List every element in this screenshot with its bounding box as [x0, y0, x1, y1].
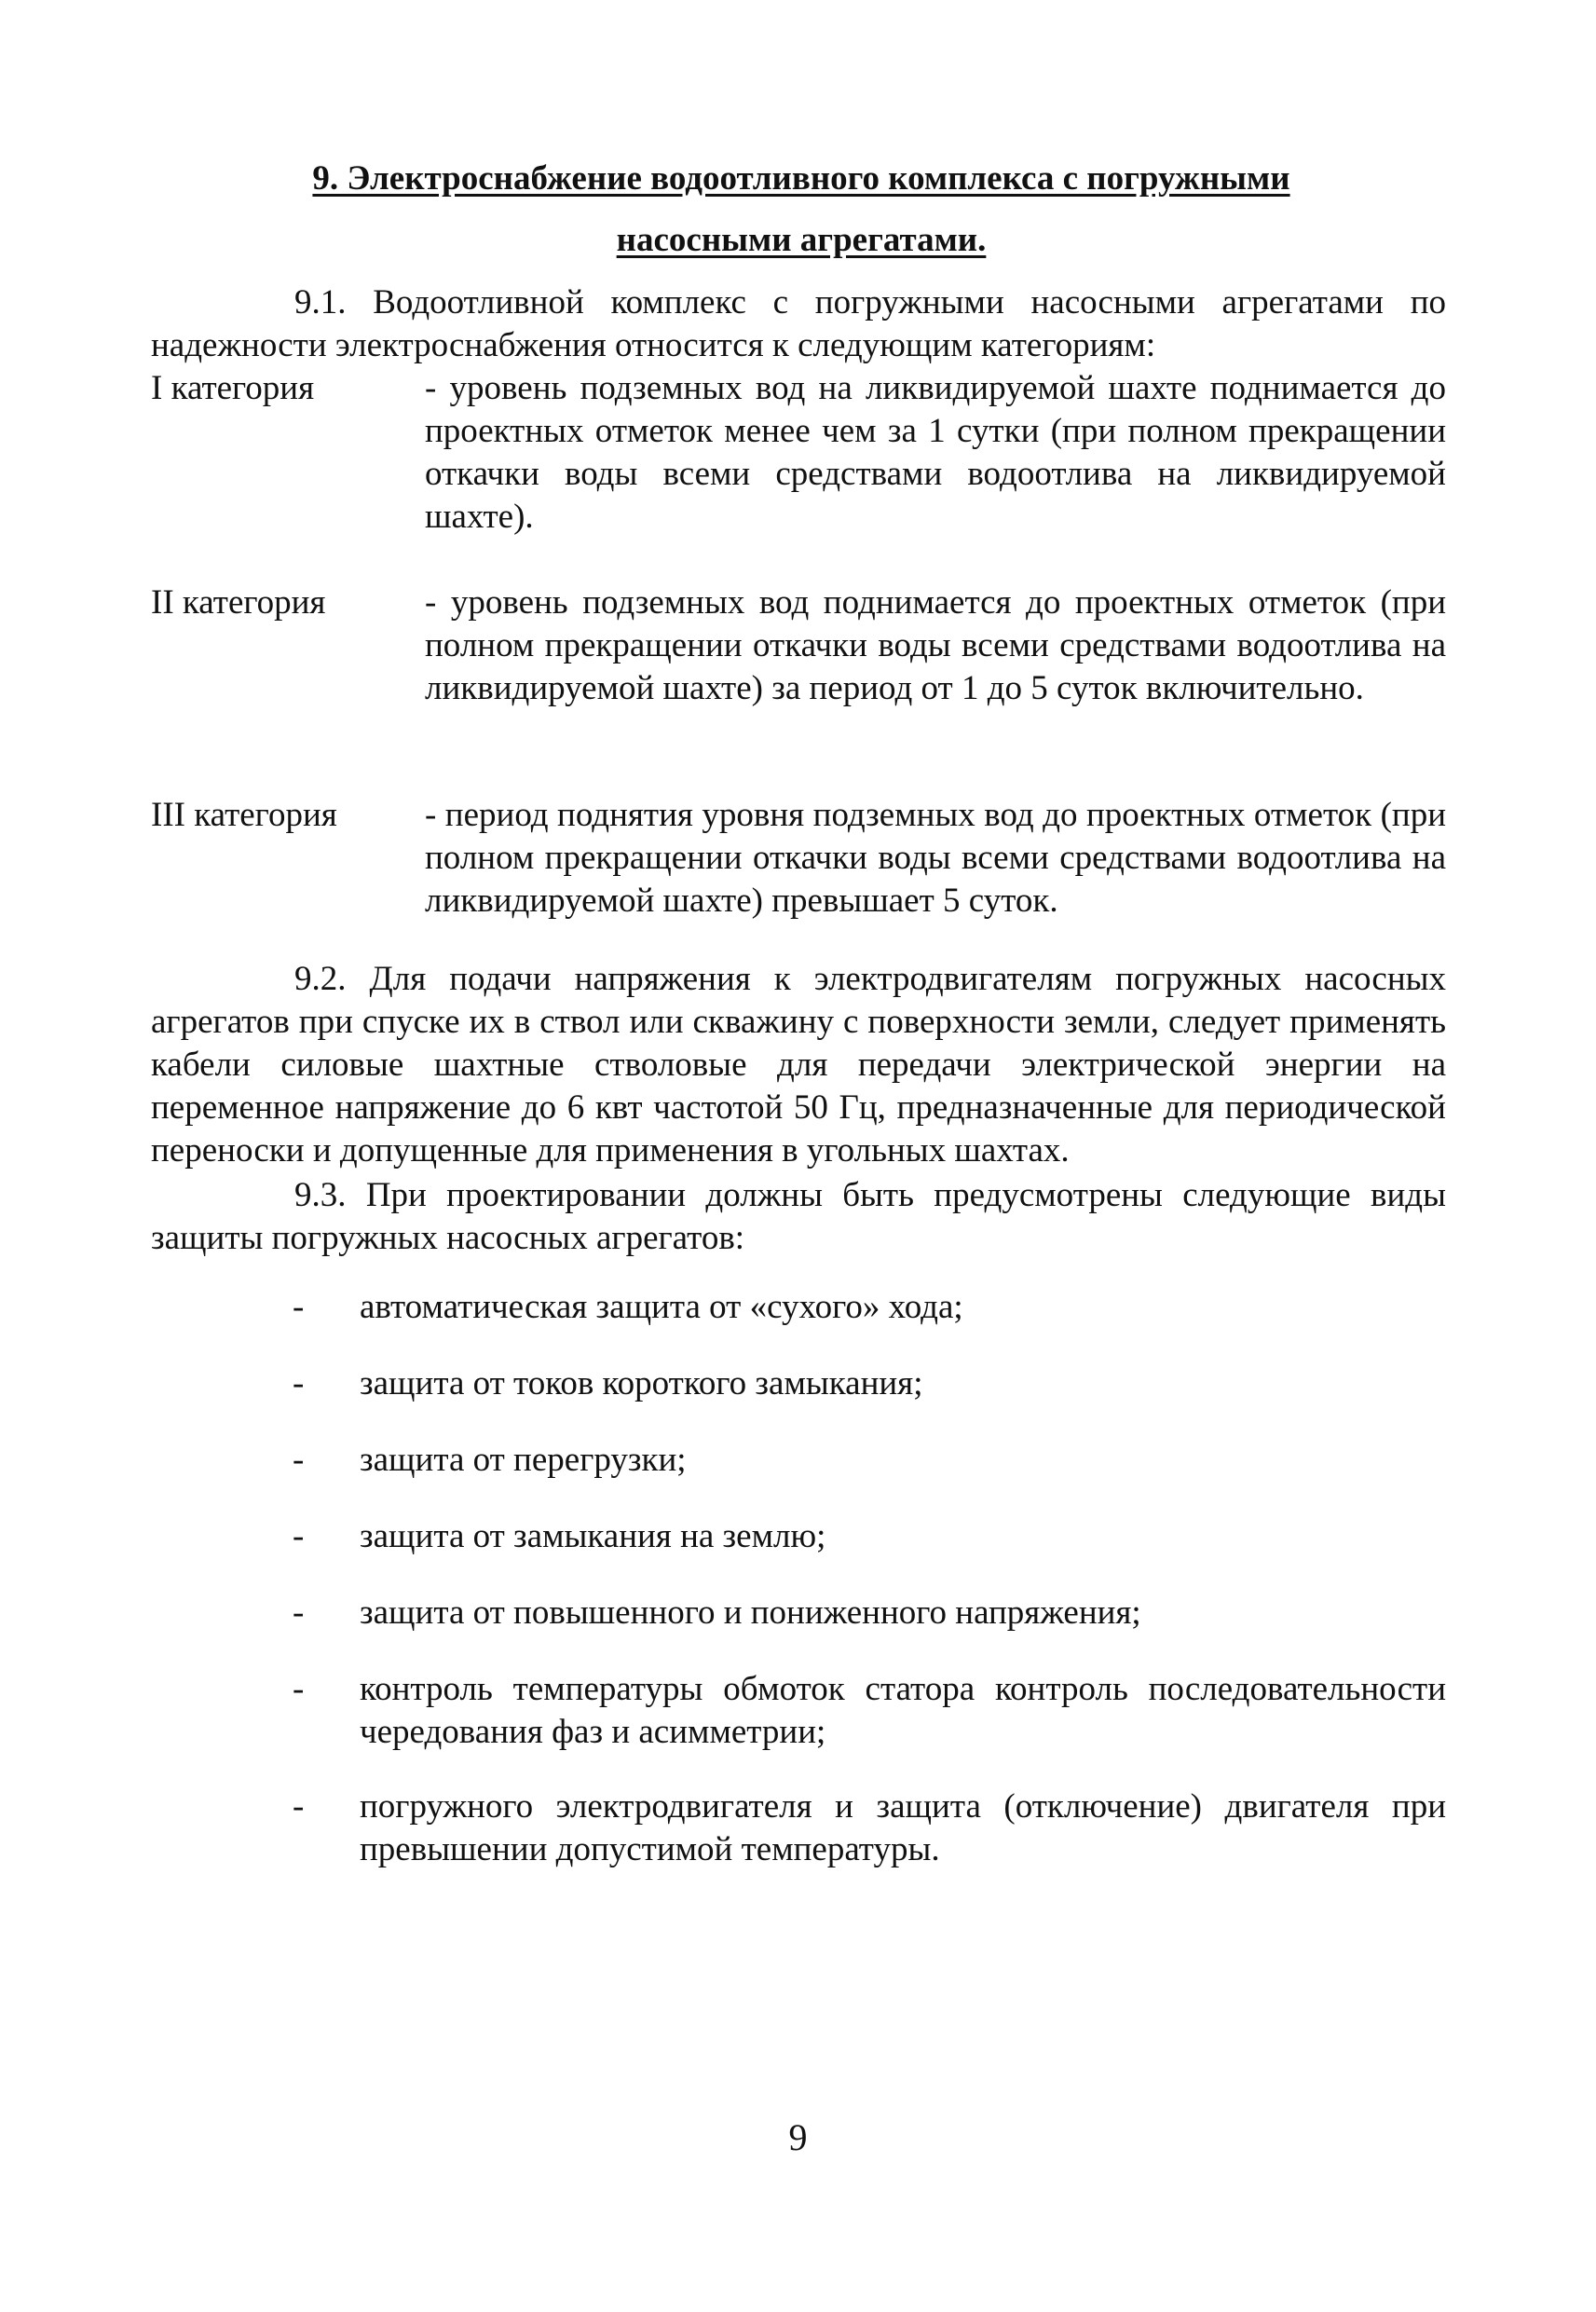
list-dash: - — [293, 1517, 305, 1555]
list-item-text: защита от повышенного и пониженного напряжения; — [360, 1594, 1141, 1632]
list-item-text: защита от замыкания на землю; — [360, 1517, 826, 1555]
list-dash: - — [293, 1288, 305, 1326]
list-dash: - — [293, 1441, 305, 1479]
section-title-line-1: 9. Электроснабжение водоотливного комплекса с погружными — [312, 159, 1290, 198]
category-label: II категория — [151, 583, 326, 622]
paragraph-9-1: 9.1. Водоотливной комплекс с погружными насосными агрегатами по надежности электроснабжения относится к следующим категориям: — [151, 283, 1446, 364]
list-item-text: защита от перегрузки; — [360, 1441, 687, 1479]
list-item-text: погружного электродвигателя и защита (отключение) двигателя при превышении допустимой температуры. — [360, 1787, 1446, 1868]
category-description: - уровень подземных вод на ликвидируемой шахте поднимается до проектных отметок менее чем за 1 сутки (при полном прекращении откачки воды всеми средствами водоотлива на ликвидируемой шахте). — [425, 369, 1446, 536]
category-label: I категория — [151, 369, 315, 407]
page-number: 9 — [788, 2116, 808, 2158]
list-dash: - — [293, 1364, 305, 1402]
category-label: III категория — [151, 796, 337, 834]
list-item-text: защита от токов короткого замыкания; — [360, 1364, 923, 1402]
list-item-text: автоматическая защита от «сухого» хода; — [360, 1288, 963, 1326]
list-dash: - — [293, 1670, 305, 1708]
list-dash: - — [293, 1787, 305, 1826]
list-dash: - — [293, 1594, 305, 1632]
section-title-line-2: насосными агрегатами. — [616, 221, 987, 259]
category-description: - период поднятия уровня подземных вод до проектных отметок (при полном прекращении откачки воды всеми средствами водоотлива на ликвидируемой шахте) превышает 5 суток. — [425, 796, 1446, 920]
category-description: - уровень подземных вод поднимается до проектных отметок (при полном прекращении откачки воды всеми средствами водоотлива на ликвидируемой шахте) за период от 1 до 5 суток включительно. — [425, 583, 1446, 707]
list-item-text: контроль температуры обмоток статора контроль последовательности чередования фаз и асимметрии; — [360, 1670, 1446, 1751]
paragraph-9-3: 9.3. При проектировании должны быть предусмотрены следующие виды защиты погружных насосных агрегатов: — [151, 1176, 1446, 1257]
paragraph-9-2: 9.2. Для подачи напряжения к электродвигателям погружных насосных агрегатов при спуске их в ствол или скважину с поверхности земли, следует применять кабели силовые шахтные стволовые для передачи электрической энергии на переменное напряжение до 6 квт частотой 50 Гц, предназначенные для периодической переноски и допущенные для применения в угольных шахтах. — [151, 960, 1446, 1170]
